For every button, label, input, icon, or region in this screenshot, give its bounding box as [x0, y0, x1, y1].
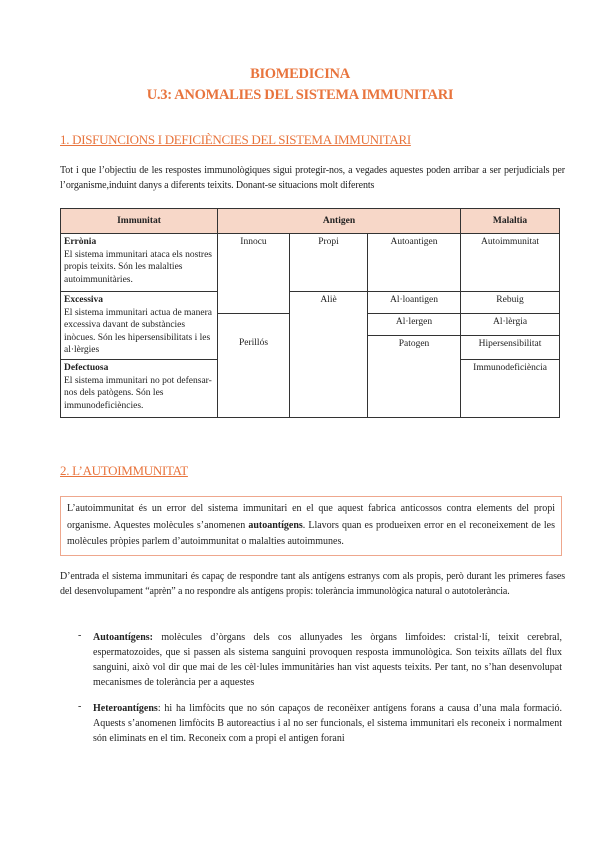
- defectuosa-text: El sistema immunitari no pot defensar-nos dels patògens. Són les immunodeficiències.: [64, 375, 212, 411]
- excessiva-text: El sistema immunitari actua de manera excessiva davant de substàncies inòcues. Són les hipersensibilitats i les al·lèrgies: [64, 307, 212, 355]
- cell-defectuosa: [61, 360, 218, 418]
- excessiva-title: Excessiva: [64, 295, 104, 305]
- cell-rebuig: Rebuig: [461, 292, 560, 314]
- definition-text-1: L’autoimmunitat és un error del sistema immunitari en el que aquest fabrica anticossos contra elements del propi organisme. Aquestes molècules s’anomenen: [67, 503, 555, 531]
- header-immunitat: Immunitat: [61, 209, 218, 234]
- cell-patogen: Patogen: [368, 336, 461, 418]
- cell-erronia: [61, 234, 218, 292]
- section-2-heading: 2. L’AUTOIMMUNITAT: [60, 463, 188, 478]
- section-2-paragraph: D’entrada el sistema immunitari és capaç de respondre tant als antígens estranys com als propis, però durant les primeres fases del desenvolupament “aprèn” a no respondre als antígens propis: tolerància immunològica natural o autotolerància.: [60, 571, 565, 597]
- defectuosa-title: Defectuosa: [64, 363, 109, 373]
- section-1-heading: 1. DISFUNCIONS I DEFICIÈNCIES DEL SISTEMA IMMUNITARI: [60, 132, 411, 147]
- cell-alie: Aliè: [290, 292, 368, 418]
- bullet-term: Heteroantígens: [93, 703, 158, 714]
- cell-propi: Propi: [290, 234, 368, 292]
- bullet-dash: -: [78, 630, 82, 641]
- bullet-heteroantigens: [93, 701, 562, 746]
- table-row: [61, 292, 560, 314]
- erronia-title: Errònia: [64, 237, 97, 247]
- perillos-label: Perillós: [238, 338, 269, 349]
- cell-autoimmunitat: Autoimmunitat: [461, 234, 560, 292]
- bullet-description: : hi ha limfòcits que no són capaços de reconèixer antígens forans a causa d’una mala formació. Aquests s’anomenen limfòcits B autoreactius i al no ser funcionals, el sistema immunitari els reconeix i normalment són eliminats en el tim. Reconeix com a propi el antigen forani: [93, 703, 562, 744]
- erronia-text: El sistema immunitari ataca els nostres propis teixits. Són les malalties autoimmunitàries.: [64, 249, 213, 285]
- bullet-dash: -: [78, 701, 82, 712]
- cell-allergia: Al·lèrgia: [461, 314, 560, 336]
- header-malaltia: Malaltia: [461, 209, 560, 234]
- bullet-description: molècules d’òrgans dels cos allunyades les òrgans limfoides: cristal·lí, teixit cerebral, espermatozoides, que si passen als sistema sanguini provoquen resposta immunològica. Son teixits aïllats del flux sanguini, això vol dir que mai de les cèl·lules immunitàries han vist aquests teixits. Per tant, no s’han desenvolupat mecanismes de tolerància per a aquestes: [93, 632, 562, 688]
- table-row: [61, 234, 560, 292]
- definition-text-2: . Llavors quan es produeixen error en el reconeixement de les molècules pròpies parlem d’autoimmunitat o malalties autoimmunes.: [67, 519, 555, 547]
- header-antigen: Antigen: [218, 209, 461, 234]
- cell-excessiva: [61, 292, 218, 360]
- cell-allergen: Al·lergen: [368, 314, 461, 336]
- cell-alloantigen: Al·loantigen: [368, 292, 461, 314]
- cell-hipersensibilitat: Hipersensibilitat: [461, 336, 560, 360]
- definition-box: [60, 496, 562, 556]
- definition-bold-term: autoantígens: [248, 519, 303, 531]
- immune-disorders-table: [60, 208, 560, 418]
- bullet-term: Autoantígens:: [93, 632, 154, 643]
- bullet-autoantigens: [93, 630, 562, 690]
- cell-perillos: [218, 314, 290, 418]
- cell-immunodeficiencia: Immunodeficiència: [461, 360, 560, 418]
- document-title: BIOMEDICINA: [250, 66, 350, 82]
- cell-innocu: Innocu: [218, 234, 290, 314]
- section-1-intro: Tot i que l’objectiu de les respostes immunològiques sigui protegir-nos, a vegades aquestes poden arribar a ser perjudicials per l’organisme,induint danys a diferents teixits. Donant-se situacions molt diferents: [60, 165, 565, 191]
- cell-autoantigen: Autoantigen: [368, 234, 461, 292]
- document-subtitle: U.3: ANOMALIES DEL SISTEMA IMMUNITARI: [146, 87, 454, 103]
- table-header-row: [61, 209, 560, 234]
